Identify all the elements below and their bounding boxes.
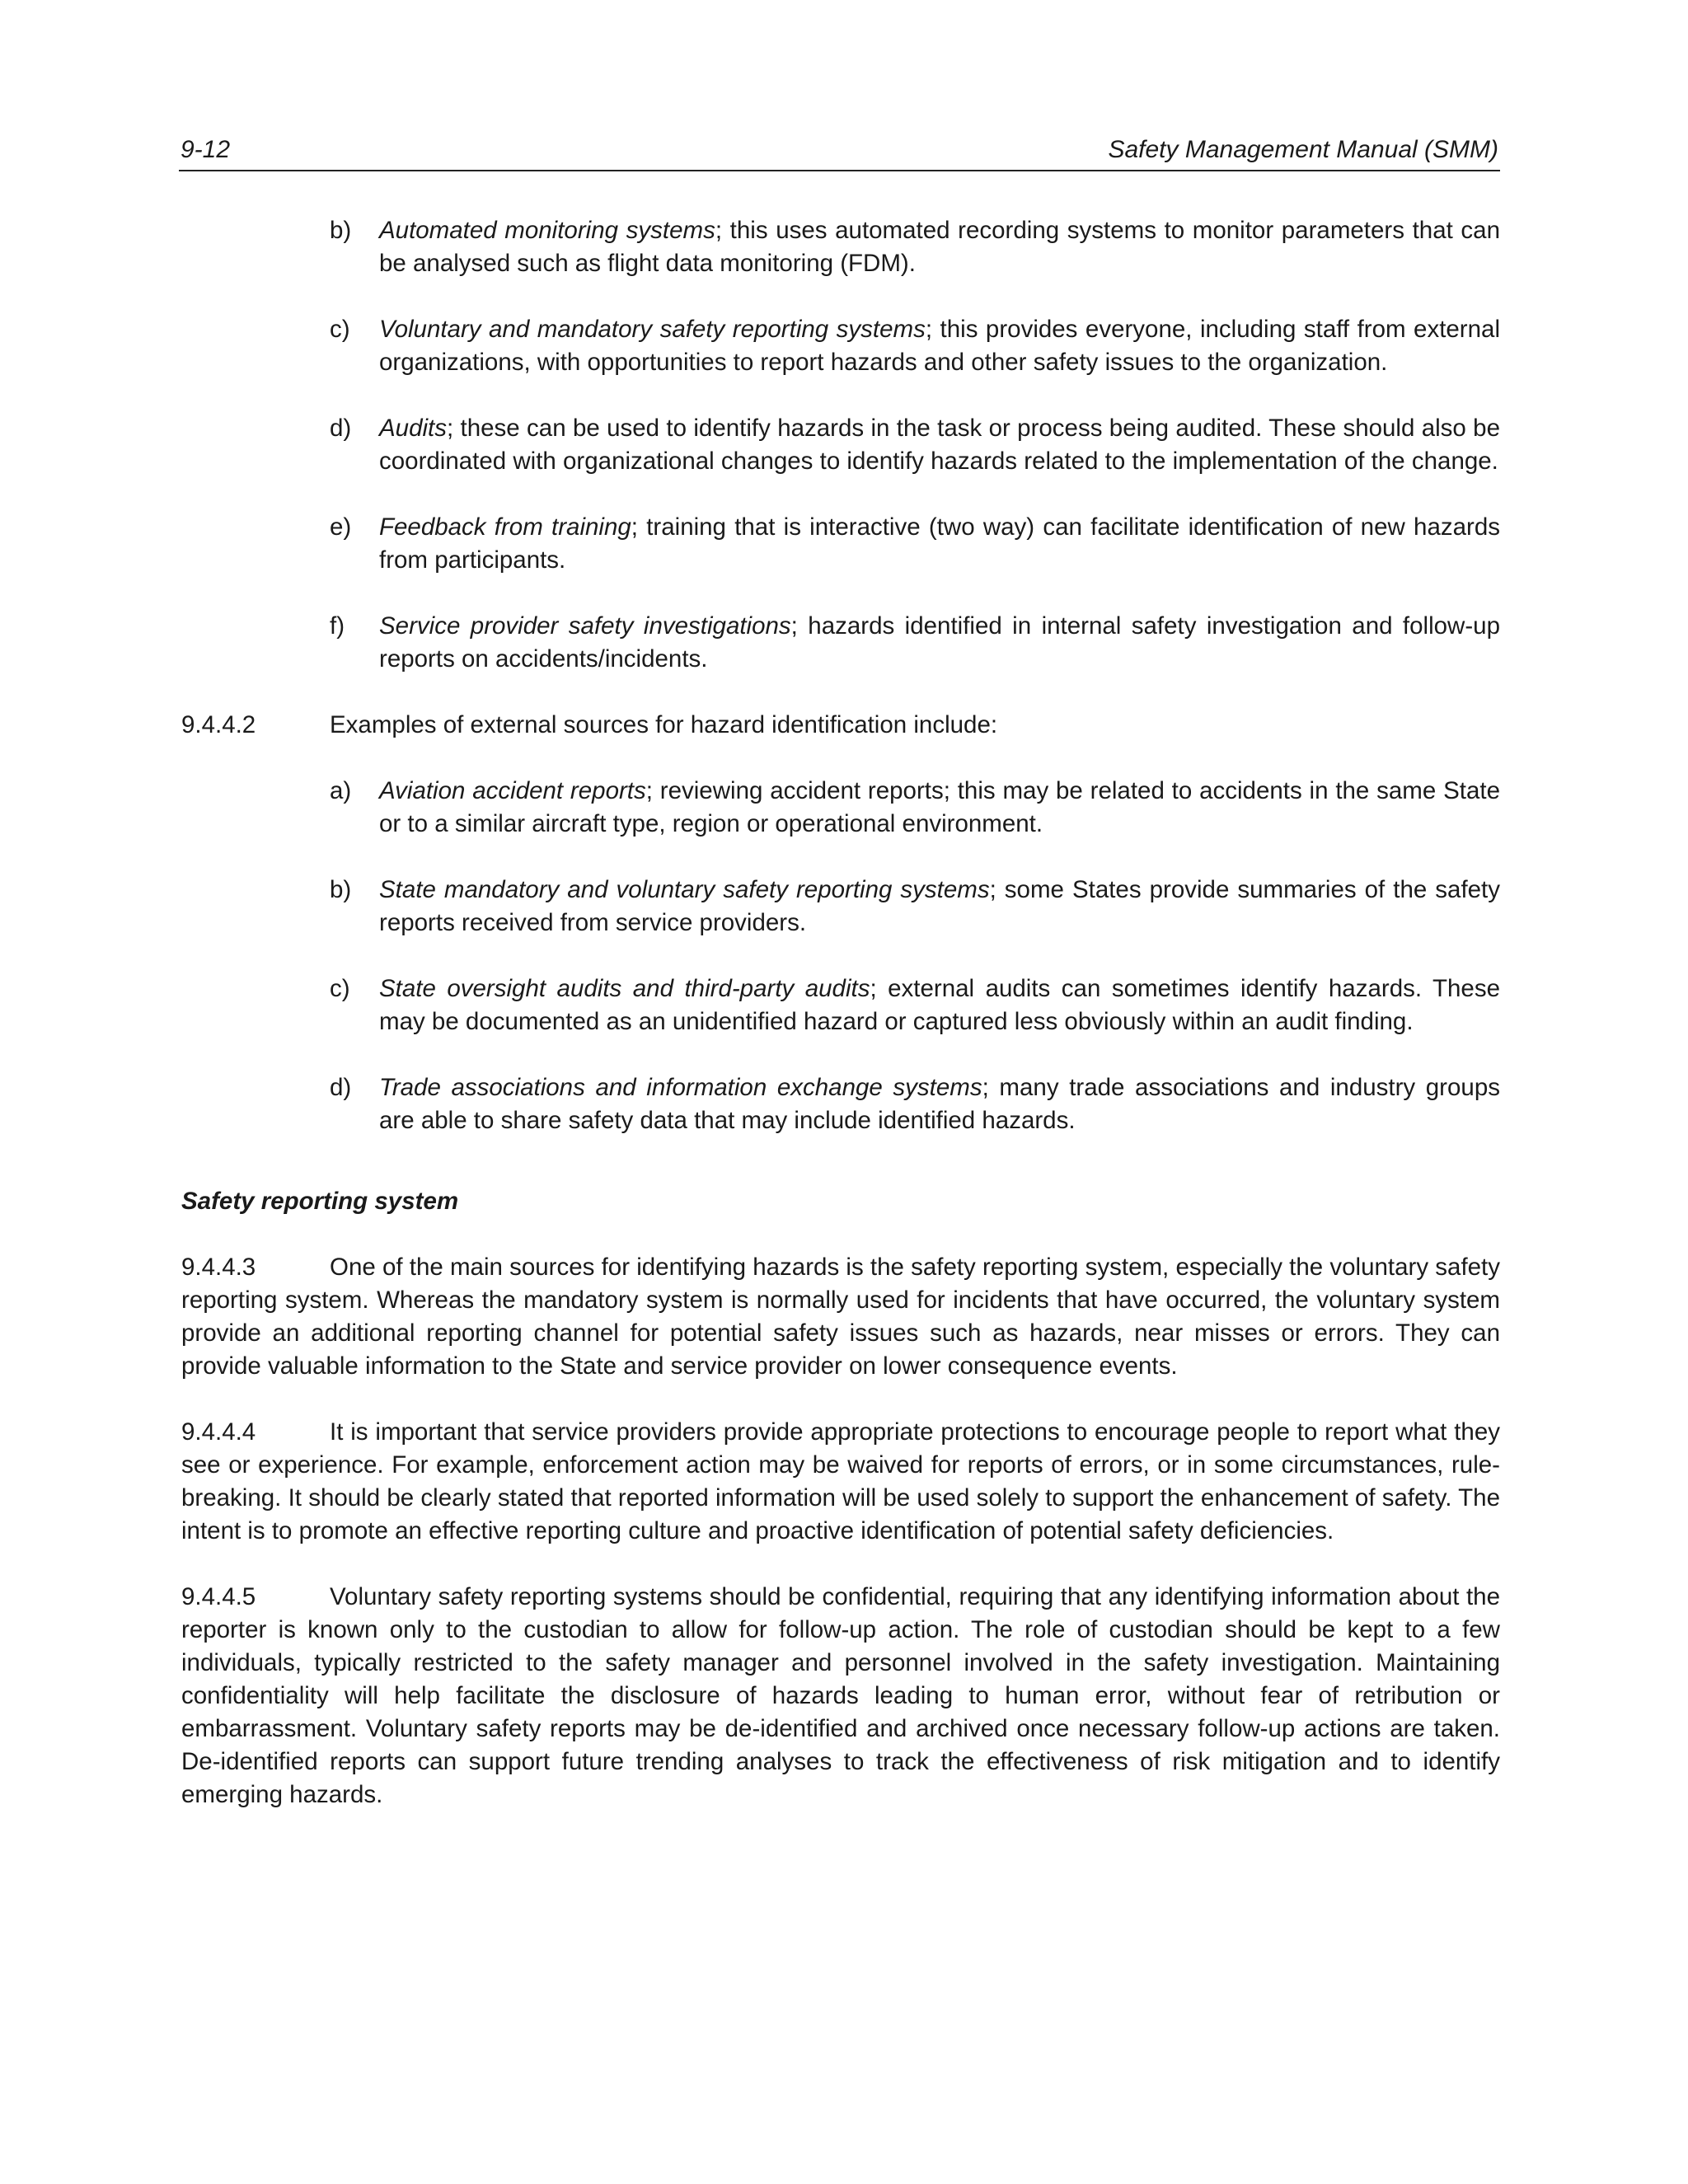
- list-item-text: ; this uses automated recording systems to monitor parameters that can be analysed such as flight data monitoring (FDM).: [379, 217, 1500, 277]
- page-header: [179, 134, 1500, 171]
- section-heading: Safety reporting system: [181, 1188, 459, 1215]
- list-item-term: Aviation accident reports: [379, 777, 646, 804]
- list-item: [181, 972, 1500, 1038]
- paragraph-9-4-4-2: [181, 709, 1500, 742]
- paragraph-number: 9.4.4.2: [181, 711, 256, 738]
- paragraph-number: 9.4.4.3: [181, 1254, 256, 1281]
- list-item: [181, 214, 1500, 280]
- list-item-term: Trade associations and information exchange systems: [379, 1074, 982, 1101]
- document-title: Safety Management Manual (SMM): [1108, 136, 1498, 163]
- list-item: [181, 412, 1500, 478]
- list-item-text: ; external audits can sometimes identify hazards. These may be documented as an unidentified hazard or captured less obviously within an audit finding.: [379, 975, 1500, 1035]
- list-item-label: e): [330, 513, 352, 541]
- internal-sources-list: [181, 214, 1500, 676]
- page-number: 9-12: [181, 136, 231, 163]
- list-item: [181, 313, 1500, 379]
- paragraph-9-4-4-3: [181, 1251, 1500, 1383]
- list-item: [181, 1071, 1500, 1137]
- list-item-label: d): [330, 415, 352, 442]
- list-item-term: Feedback from training: [379, 513, 631, 541]
- list-item-label: b): [330, 876, 352, 903]
- list-item-text: ; many trade associations and industry groups are able to share safety data that may include identified hazards.: [379, 1074, 1500, 1134]
- list-item-term: Automated monitoring systems: [379, 217, 715, 244]
- list-item-text: ; some States provide summaries of the safety reports received from service providers.: [379, 876, 1500, 936]
- list-item-label: f): [330, 612, 345, 640]
- list-item: [181, 610, 1500, 676]
- page-content: [181, 214, 1500, 1844]
- list-item-term: State mandatory and voluntary safety reporting systems: [379, 876, 990, 903]
- list-item: [181, 775, 1500, 841]
- list-item-term: Audits: [379, 415, 447, 442]
- paragraph-9-4-4-4: [181, 1416, 1500, 1548]
- list-item-term: Service provider safety investigations: [379, 612, 791, 640]
- external-sources-list: [181, 775, 1500, 1137]
- list-item-label: a): [330, 777, 352, 804]
- list-item-term: Voluntary and mandatory safety reporting systems: [379, 316, 926, 343]
- list-item-text: ; training that is interactive (two way) can facilitate identification of new hazards from participants.: [379, 513, 1500, 574]
- list-item-text: ; reviewing accident reports; this may be related to accidents in the same State or to a similar aircraft type, region or operational environment.: [379, 777, 1500, 837]
- list-item-term: State oversight audits and third-party audits: [379, 975, 870, 1002]
- list-item-label: d): [330, 1074, 352, 1101]
- paragraph-text: Voluntary safety reporting systems should be confidential, requiring that any identifying information about the reporter is known only to the custodian to allow for follow-up action. The role of custodian should be kept to a few individuals, typically restricted to the safety manager and personnel involved in the safety investigation. Maintaining confidentiality will help facilitate the disclosure of hazards leading to human error, without fear of retribution or embarrassment. Voluntary safety reports may be de-identified and archived once necessary follow-up actions are taken. De-identified reports can support future trending analyses to track the effectiveness of risk mitigation and to identify emerging hazards.: [181, 1583, 1500, 1808]
- list-item: [181, 511, 1500, 577]
- list-item-label: c): [330, 316, 350, 343]
- list-item-text: ; these can be used to identify hazards in the task or process being audited. These should also be coordinated with organizational changes to identify hazards related to the implementation of the change.: [379, 415, 1500, 475]
- list-item-text: ; this provides everyone, including staff from external organizations, with opportunities to report hazards and other safety issues to the organization.: [379, 316, 1501, 376]
- list-item-label: b): [330, 217, 352, 244]
- paragraph-text: One of the main sources for identifying hazards is the safety reporting system, especially the voluntary safety reporting system. Whereas the mandatory system is normally used for incidents that have occurred, the voluntary system provide an additional reporting channel for potential safety issues such as hazards, near misses or errors. They can provide valuable information to the State and service provider on lower consequence events.: [181, 1254, 1500, 1380]
- list-item-text: ; hazards identified in internal safety investigation and follow-up reports on accidents/incidents.: [379, 612, 1500, 673]
- paragraph-number: 9.4.4.5: [181, 1583, 256, 1610]
- list-item-label: c): [330, 975, 350, 1002]
- paragraph-text: Examples of external sources for hazard identification include:: [330, 711, 998, 738]
- paragraph-number: 9.4.4.4: [181, 1418, 256, 1446]
- paragraph-text: It is important that service providers provide appropriate protections to encourage people to report what they see or experience. For example, enforcement action may be waived for reports of errors, or in some circumstances, rule-breaking. It should be clearly stated that reported information will be used solely to support the enhancement of safety. The intent is to promote an effective reporting culture and proactive identification of potential safety deficiencies.: [181, 1418, 1500, 1544]
- list-item: [181, 874, 1500, 940]
- paragraph-9-4-4-5: [181, 1581, 1500, 1811]
